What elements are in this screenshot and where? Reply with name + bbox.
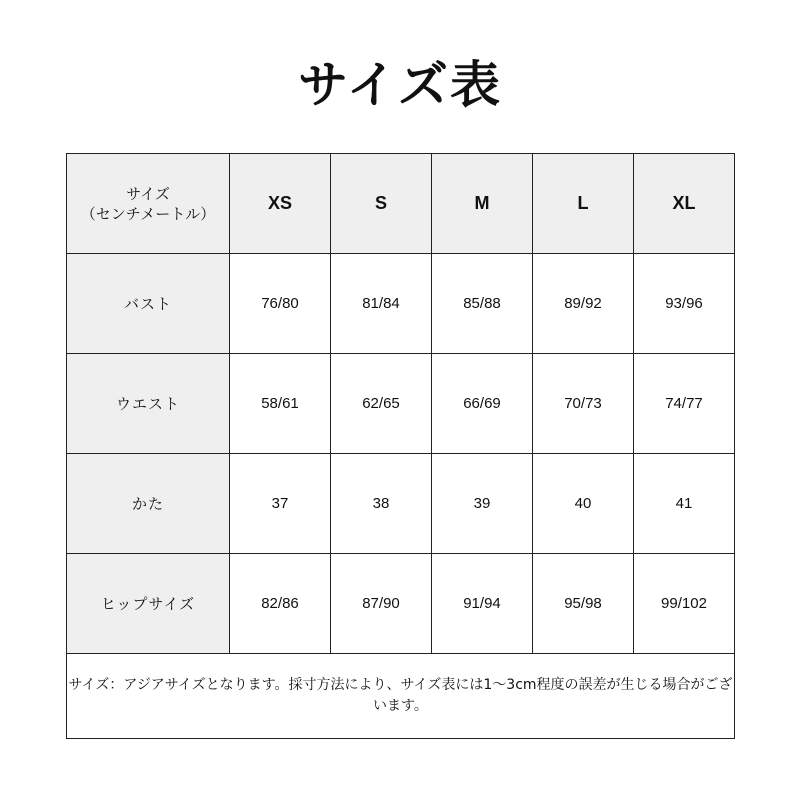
row-label-waist: ウエスト <box>67 354 230 454</box>
table-cell: 91/94 <box>432 554 533 654</box>
table-header-row <box>67 154 735 254</box>
row-label-hip: ヒップサイズ <box>67 554 230 654</box>
table-cell: 37 <box>230 454 331 554</box>
table-cell: 66/69 <box>432 354 533 454</box>
table-cell: 95/98 <box>533 554 634 654</box>
row-label-bust: バスト <box>67 254 230 354</box>
table-cell: 38 <box>331 454 432 554</box>
table-cell: 82/86 <box>230 554 331 654</box>
header-size-label-line2: （センチメートル） <box>80 204 216 223</box>
header-size-m: M <box>432 154 533 254</box>
table-cell: 93/96 <box>634 254 735 354</box>
table-cell: 85/88 <box>432 254 533 354</box>
table-cell: 76/80 <box>230 254 331 354</box>
table-cell: 87/90 <box>331 554 432 654</box>
table-cell: 40 <box>533 454 634 554</box>
table-note-row <box>67 654 735 739</box>
header-size-label <box>67 154 230 254</box>
table-cell: 89/92 <box>533 254 634 354</box>
size-note: サイズ：アジアサイズとなります。採寸方法により、サイズ表には1～3cm程度の誤差が生じる場合がございます。 <box>67 654 735 739</box>
table-cell: 74/77 <box>634 354 735 454</box>
table-cell: 70/73 <box>533 354 634 454</box>
table-cell: 41 <box>634 454 735 554</box>
header-size-label-line1: サイズ <box>126 184 170 203</box>
table-row-shoulder <box>67 454 735 554</box>
table-cell: 62/65 <box>331 354 432 454</box>
size-chart-table <box>66 153 735 739</box>
table-cell: 81/84 <box>331 254 432 354</box>
row-label-shoulder: かた <box>67 454 230 554</box>
page-title: サイズ表 <box>298 56 502 114</box>
header-size-l: L <box>533 154 634 254</box>
table-row-hip <box>67 554 735 654</box>
table-row-bust <box>67 254 735 354</box>
header-size-xl: XL <box>634 154 735 254</box>
table-cell: 99/102 <box>634 554 735 654</box>
table-cell: 58/61 <box>230 354 331 454</box>
header-size-xs: XS <box>230 154 331 254</box>
header-size-s: S <box>331 154 432 254</box>
table-cell: 39 <box>432 454 533 554</box>
table-row-waist <box>67 354 735 454</box>
